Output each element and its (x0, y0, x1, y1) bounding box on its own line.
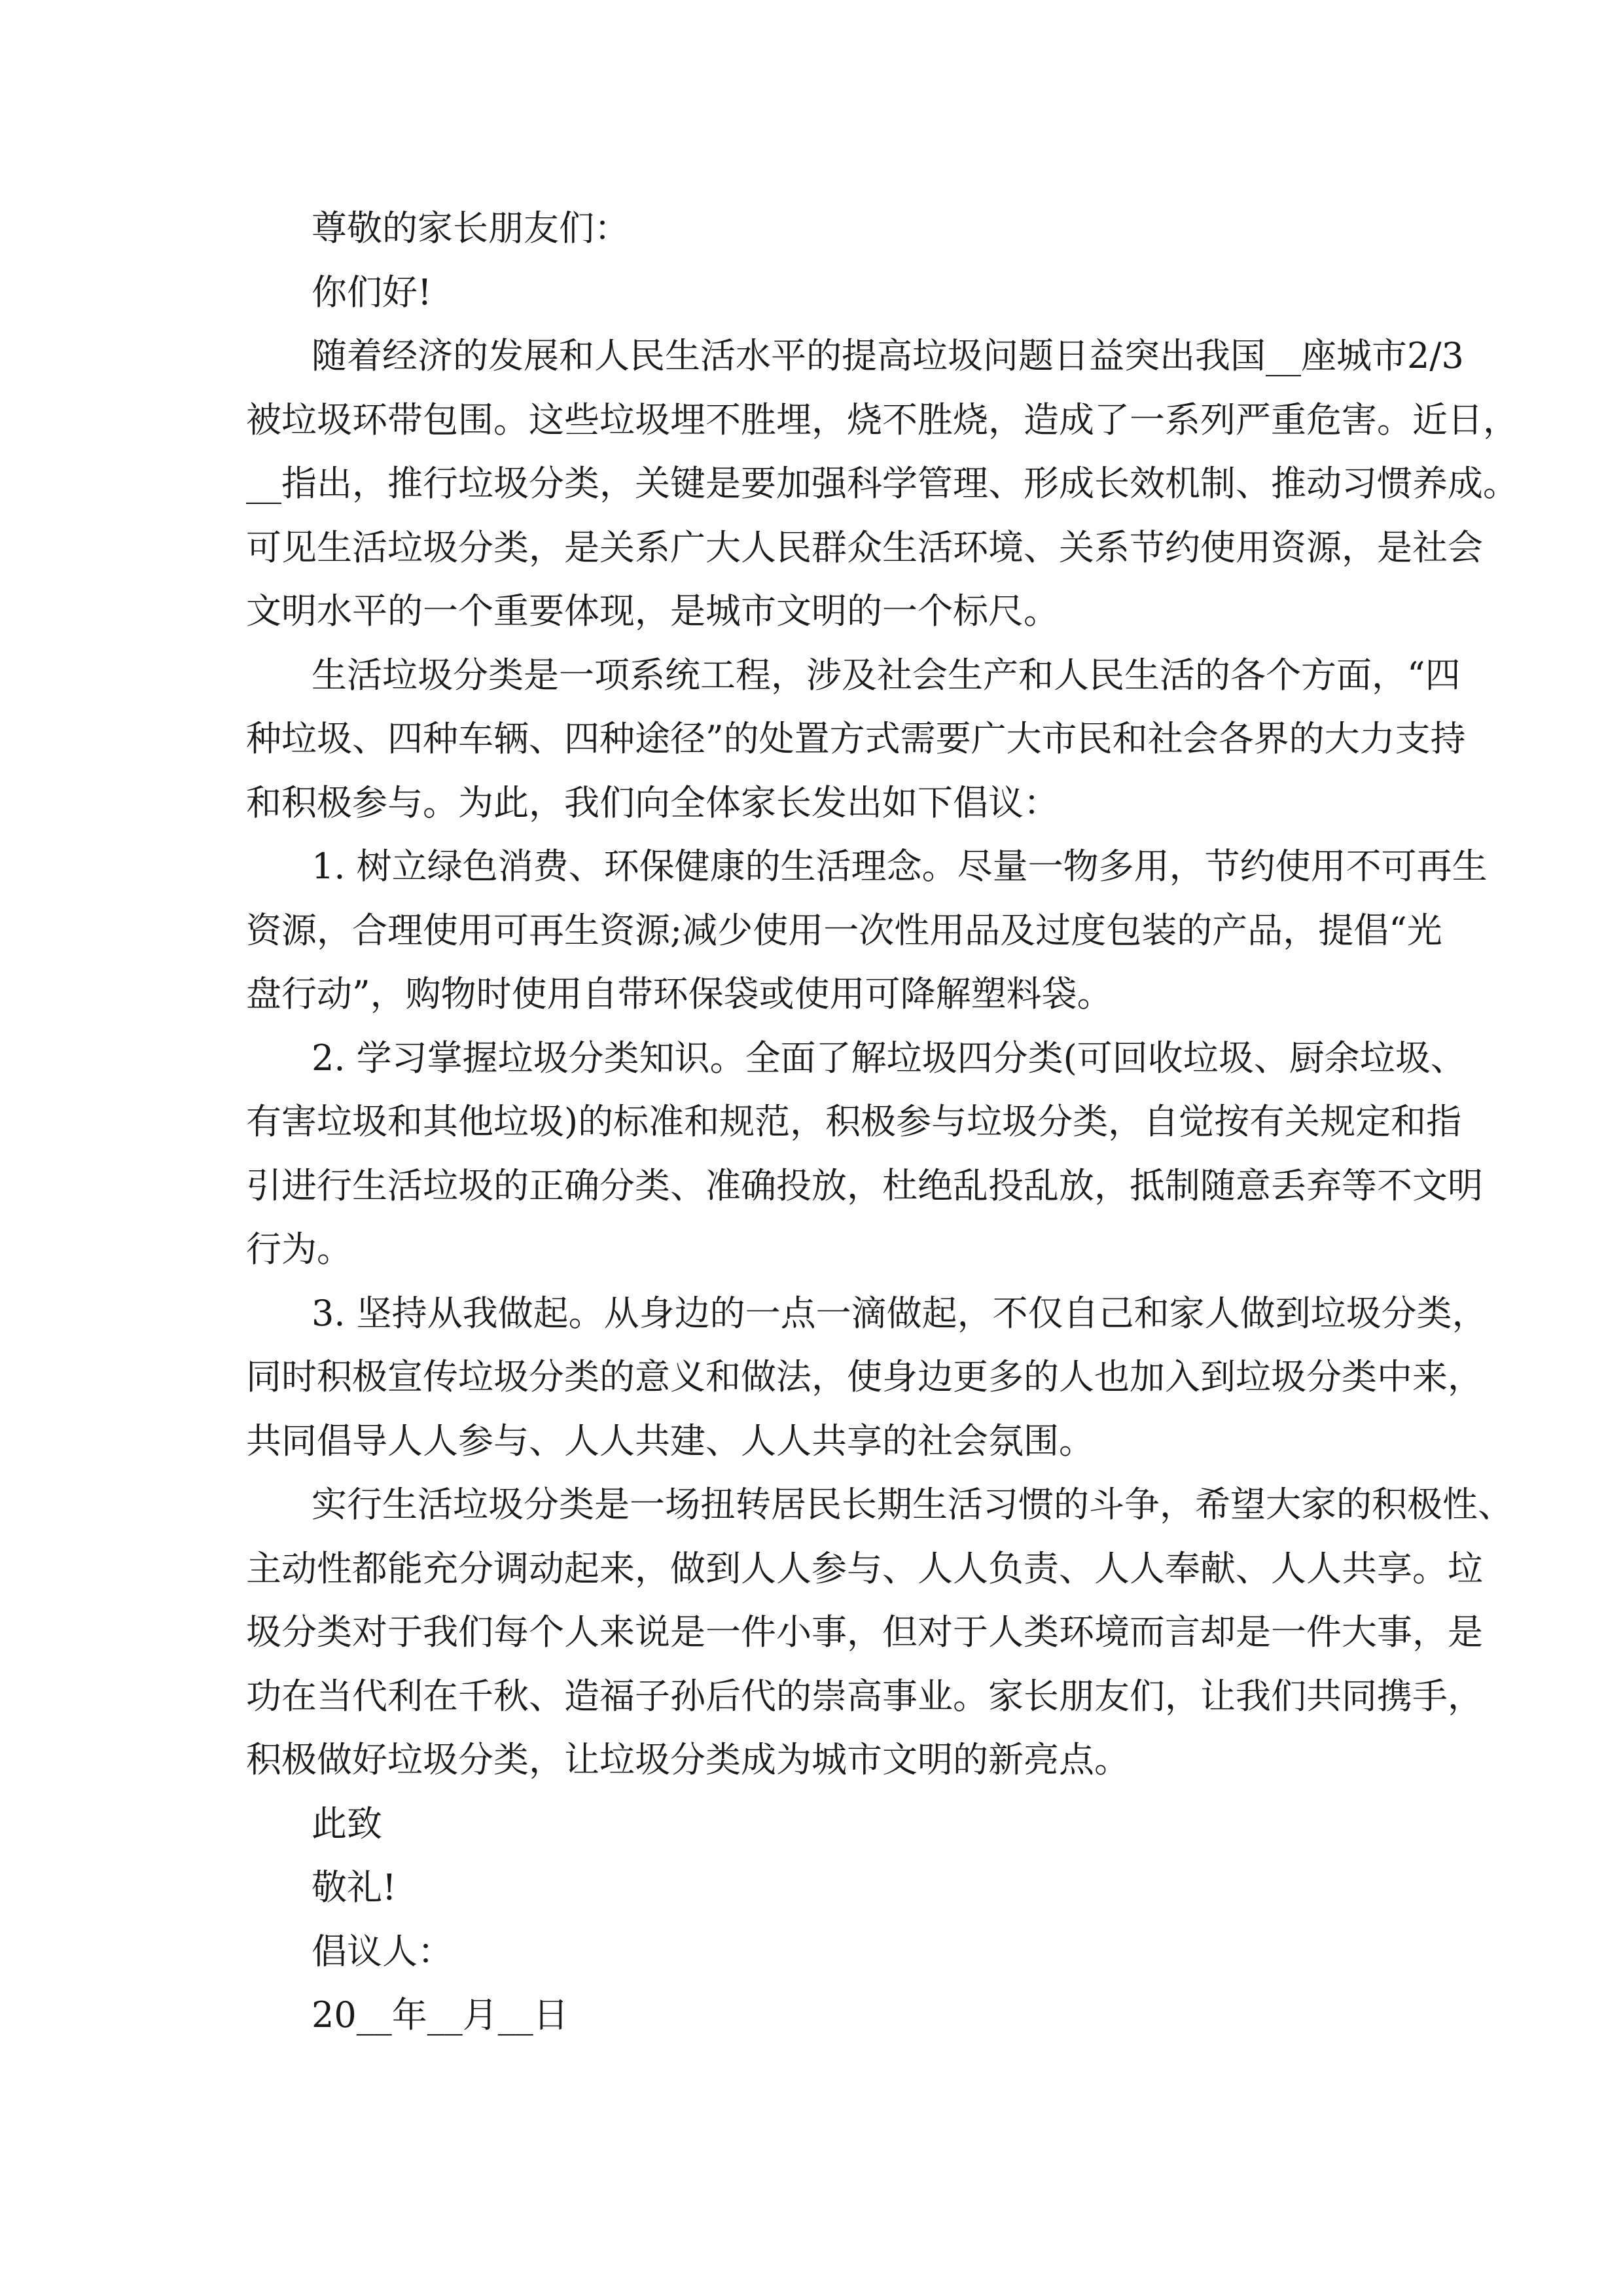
paragraph-3-line: 圾分类对于我们每个人来说是一件小事，但对于人类环境而言却是一件大事，是 (246, 1611, 1483, 1653)
paragraph-2-line: 种垃圾、四种车辆、四种途径”的处置方式需要广大市民和社会各界的大力支持 (246, 718, 1466, 759)
signature-label: 倡议人： (312, 1930, 453, 1972)
paragraph-3-line: 实行生活垃圾分类是一场扭转居民长期生活习惯的斗争，希望大家的积极性、 (312, 1484, 1513, 1525)
letter-body (246, 196, 1518, 2047)
item-1-line: 1. 树立绿色消费、环保健康的生活理念。尽量一物多用，节约使用不可再生 (312, 846, 1488, 887)
paragraph-1-line: 可见生活垃圾分类，是关系广大人民群众生活环境、关系节约使用资源，是社会 (246, 526, 1483, 568)
item-2-line: 有害垃圾和其他垃圾)的标准和规范，积极参与垃圾分类，自觉按有关规定和指 (246, 1101, 1462, 1142)
item-3-line: 同时积极宣传垃圾分类的意义和做法，使身边更多的人也加入到垃圾分类中来， (246, 1356, 1483, 1397)
item-2-line: 引进行生活垃圾的正确分类、准确投放，杜绝乱投乱放，抵制随意丢弃等不文明 (246, 1164, 1483, 1206)
item-1-line: 资源，合理使用可再生资源;减少使用一次性用品及过度包装的产品，提倡“光 (246, 909, 1442, 951)
date-line: 20__年__月__日 (312, 1994, 569, 2036)
salutation: 尊敬的家长朋友们： (312, 207, 630, 249)
paragraph-2-line: 生活垃圾分类是一项系统工程，涉及社会生产和人民生活的各个方面，“四 (312, 654, 1461, 696)
paragraph-3-line: 主动性都能充分调动起来，做到人人参与、人人负责、人人奉献、人人共享。垃 (246, 1547, 1483, 1589)
paragraph-1-line: 随着经济的发展和人民生活水平的提高垃圾问题日益突出我国__座城市2/3 (312, 335, 1464, 376)
paragraph-1-line: 被垃圾环带包围。这些垃圾埋不胜埋，烧不胜烧，造成了一系列严重危害。近日， (246, 399, 1518, 440)
paragraph-1-line: __指出，推行垃圾分类，关键是要加强科学管理、形成长效机制、推动习惯养成。 (246, 463, 1518, 504)
closing-jingli: 敬礼! (312, 1867, 397, 1908)
item-3-line: 共同倡导人人参与、人人共建、人人共享的社会氛围。 (246, 1420, 1094, 1462)
paragraph-3-line: 功在当代利在千秋、造福子孙后代的崇高事业。家长朋友们，让我们共同携手， (246, 1675, 1483, 1717)
paragraph-2-line: 和积极参与。为此，我们向全体家长发出如下倡议： (246, 781, 1059, 823)
item-1-line: 盘行动”，购物时使用自带环保袋或使用可降解塑料袋。 (246, 973, 1113, 1014)
item-2-line: 2. 学习掌握垃圾分类知识。全面了解垃圾四分类(可回收垃圾、厨余垃圾、 (312, 1037, 1466, 1079)
paragraph-3-line: 积极做好垃圾分类，让垃圾分类成为城市文明的新亮点。 (246, 1739, 1130, 1780)
closing-cizhi: 此致 (312, 1803, 382, 1844)
paragraph-1-line: 文明水平的一个重要体现，是城市文明的一个标尺。 (246, 590, 1059, 632)
item-3-line: 3. 坚持从我做起。从身边的一点一滴做起，不仅自己和家人做到垃圾分类， (312, 1292, 1488, 1334)
item-2-line: 行为。 (246, 1229, 352, 1270)
greeting: 你们好! (312, 271, 432, 313)
